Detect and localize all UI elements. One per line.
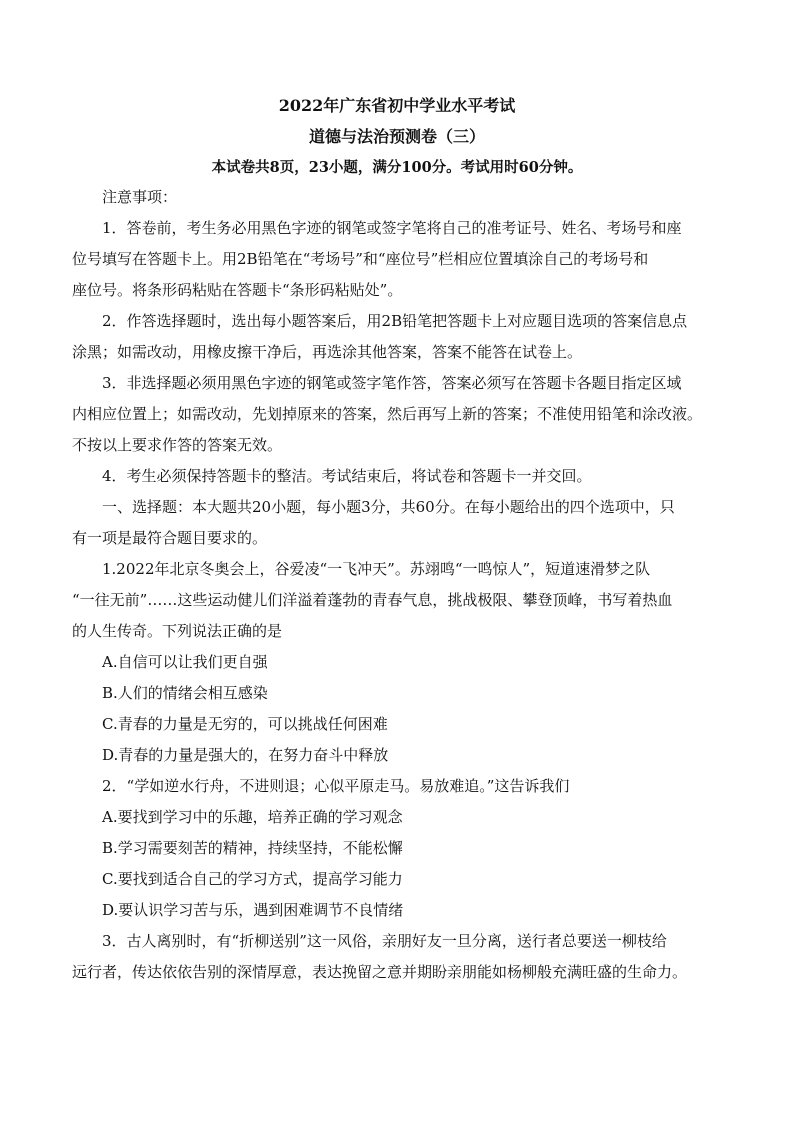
question-2-line-1: 2．“学如逆水行舟，不进则退；心似平原走马。易放难追。”这告诉我们 bbox=[102, 777, 570, 795]
question-1-line-1: 1.2022年北京冬奥会上，谷爱凌“一飞冲天”。苏翊鸣“一鸣惊人”，短道速滑梦之队 bbox=[102, 560, 651, 578]
notice-item-1 bbox=[72, 213, 722, 306]
notice-item-4 bbox=[72, 461, 722, 492]
question-1-option-c: C.青春的力量是无穷的，可以挑战任何困难 bbox=[102, 715, 388, 733]
notice-item-1-line-2: 位号填写在答题卡上。用2B铅笔在“考场号”和“座位号”栏相应位置填涂自己的考场号和 bbox=[72, 250, 649, 268]
question-1 bbox=[72, 554, 722, 771]
exam-info: 本试卷共8页，23小题，满分100分。考试用时60分钟。 bbox=[211, 159, 583, 176]
exam-title: 2022年广东省初中学业水平考试 bbox=[278, 96, 516, 115]
notice-item-2-line-1: 2．作答选择题时，选出每小题答案后，用2B铅笔把答题卡上对应题目选项的答案信息点 bbox=[102, 312, 688, 330]
question-2 bbox=[72, 771, 722, 926]
notice-item-1-line-1: 1．答卷前，考生务必用黑色字迹的钢笔或签字笔将自己的准考证号、姓名、考场号和座 bbox=[102, 219, 682, 237]
notice-item-3-line-3: 不按以上要求作答的答案无效。 bbox=[72, 436, 283, 454]
section-1-instructions bbox=[72, 492, 722, 554]
notice-item-4-line-1: 4．考生必须保持答题卡的整洁。考试结束后，将试卷和答题卡一并交回。 bbox=[102, 467, 592, 485]
question-1-line-2: “一往无前”……这些运动健儿们洋溢着蓬勃的青春气息，挑战极限、攀登顶峰，书写着热血 bbox=[72, 591, 673, 609]
notice-item-2 bbox=[72, 306, 722, 368]
question-1-option-d: D.青春的力量是强大的，在努力奋斗中释放 bbox=[102, 746, 389, 764]
notice-section bbox=[72, 182, 722, 492]
notice-heading: 注意事项： bbox=[102, 188, 178, 206]
notice-item-1-line-3: 座位号。将条形码粘贴在答题卡“条形码粘贴处”。 bbox=[72, 281, 403, 299]
notice-item-3-line-1: 3．非选择题必须用黑色字迹的钢笔或签字笔作答，答案必须写在答题卡各题目指定区域 bbox=[102, 374, 682, 392]
question-1-option-b: B.人们的情绪会相互感染 bbox=[102, 684, 268, 702]
notice-item-3 bbox=[72, 368, 722, 461]
question-2-option-c: C.要找到适合自己的学习方式，提高学习能力 bbox=[102, 870, 403, 888]
exam-page bbox=[72, 92, 722, 988]
notice-item-3-line-2: 内相应位置上；如需改动，先划掉原来的答案，然后再写上新的答案；不准使用铅笔和涂改液。 bbox=[72, 405, 703, 423]
question-2-option-d: D.要认识学习苦与乐，遇到困难调节不良情绪 bbox=[102, 901, 404, 919]
section-1-line-2: 有一项是最符合题目要求的。 bbox=[72, 529, 268, 547]
question-1-option-a: A.自信可以让我们更自强 bbox=[102, 653, 268, 671]
section-1-line-1: 一、选择题：本大题共20小题，每小题3分，共60分。在每小题给出的四个选项中，只 bbox=[102, 498, 675, 516]
exam-subtitle: 道德与法治预测卷（三） bbox=[308, 127, 485, 146]
question-1-line-3: 的人生传奇。下列说法正确的是 bbox=[72, 622, 283, 640]
question-3 bbox=[72, 926, 722, 988]
question-3-line-2: 远行者，传达依依告别的深情厚意，表达挽留之意并期盼亲朋能如杨柳般充满旺盛的生命力。 bbox=[72, 963, 688, 981]
question-2-option-b: B.学习需要刻苦的精神，持续坚持，不能松懈 bbox=[102, 839, 403, 857]
notice-item-2-line-2: 涂黑；如需改动，用橡皮擦干净后，再选涂其他答案，答案不能答在试卷上。 bbox=[72, 343, 583, 361]
question-2-option-a: A.要找到学习中的乐趣，培养正确的学习观念 bbox=[102, 808, 403, 826]
question-3-line-1: 3．古人离别时，有“折柳送别”这一风俗，亲朋好友一旦分离，送行者总要送一柳枝给 bbox=[102, 932, 667, 950]
